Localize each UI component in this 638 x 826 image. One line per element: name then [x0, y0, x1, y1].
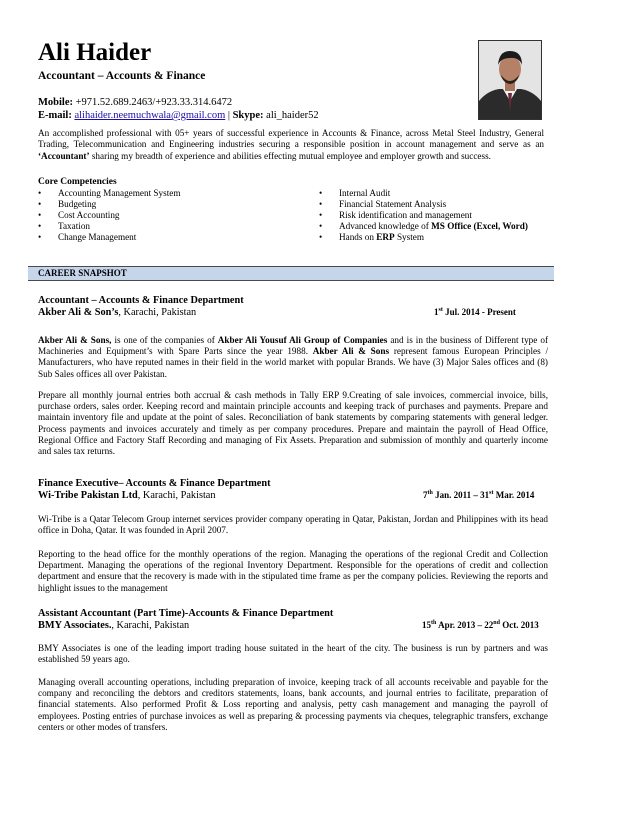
- mobile-label: Mobile:: [38, 97, 73, 108]
- contact-separator: |: [227, 110, 230, 121]
- text: and is in the business of Different type of Machineries and Equipment’s with Spare Parts since the year 1988.: [38, 335, 549, 357]
- text: represent famous European Principles / Manufacturers, who have reputed names in their field in the world market with popular Brands. We have (3) Major Sales offices and (8) Sub Sales offices all over Pakistan.: [38, 346, 548, 379]
- email-label: E-mail:: [38, 110, 72, 121]
- date-part: Oct. 2013: [499, 620, 539, 630]
- date-part: 15: [422, 620, 431, 630]
- list-item: [319, 232, 528, 243]
- summary-bold: ‘Accountant’: [38, 150, 90, 161]
- list-item-text: System: [394, 231, 424, 242]
- professional-summary: [38, 128, 544, 162]
- job-2-description: Wi-Tribe is a Qatar Telecom Group internet services provider company operating in Qatar, Pakistan, Jordan and Philippines with its head office in Doha, Qatar. It was founded in April 2007.: [38, 514, 548, 536]
- career-snapshot-label: CAREER SNAPSHOT: [38, 268, 127, 278]
- list-item: • Budgeting: [38, 199, 180, 210]
- summary-text-a: An accomplished professional with 05+ years of successful experience in Accounts & Finance, across Metal Steel Industry, General Trading, Telecommunication and Engineering industries securing a responsible position in account management and serve as an: [38, 128, 544, 150]
- date-part: Apr. 2013 – 22: [436, 620, 494, 630]
- bold-text: Akber Ali & Sons: [312, 346, 390, 357]
- job-2-company: [38, 490, 216, 501]
- contact-block: [38, 96, 319, 122]
- date-sup: th: [431, 620, 437, 626]
- career-snapshot-bar: [28, 266, 554, 281]
- text: is one of the companies of: [111, 335, 218, 345]
- job-3-duties: Managing overall accounting operations, including preparation of invoice, keeping track of all accounts receivable and payable for the company and reconciling the debtors and creditors statements, loans, bank accounts, and journal entries to facilitate, preparation of financial statements. Also performed Profit & Loss reporting and analysis, petty cash management and managing the payroll of employees. Posting entries of purchase invoices as well as preparing & processing payments via cheques, telegraphic transfers, exchange centers or other modes of transfers.: [38, 677, 548, 732]
- list-item: • Taxation: [38, 221, 180, 232]
- skype-label: Skype:: [232, 110, 264, 121]
- bold-text: Akber Ali & Sons,: [38, 335, 112, 345]
- job-3-title: Assistant Accountant (Part Time)-Accounts & Finance Department: [38, 608, 334, 619]
- summary-text-b: sharing my breadth of experience and abilities effecting mutual employee and employer growth and success.: [89, 150, 491, 161]
- job-2-company-name: Wi-Tribe Pakistan Ltd: [38, 490, 138, 501]
- date-part: 7: [423, 490, 428, 500]
- competencies-left-list: [38, 188, 180, 243]
- list-item: • Change Management: [38, 232, 180, 243]
- job-3-company: [38, 620, 189, 631]
- list-item: • Risk identification and management: [319, 210, 528, 221]
- date-sup: st: [489, 490, 494, 496]
- list-item: [319, 221, 528, 232]
- candidate-title: Accountant – Accounts & Finance: [38, 70, 206, 82]
- job-1-description: [38, 335, 548, 380]
- list-item-text: Hands on: [339, 231, 377, 242]
- job-3-company-name: BMY Associates.: [38, 620, 112, 631]
- profile-photo-image: [479, 41, 541, 119]
- profile-photo: [478, 40, 542, 120]
- bold-text: Akber Ali Yousuf Ali Group of Companies: [217, 335, 388, 345]
- list-item-bold: MS Office (Excel, Word): [431, 220, 528, 231]
- date-sup: th: [427, 490, 433, 496]
- job-1-title: Accountant – Accounts & Finance Department: [38, 295, 244, 306]
- core-competencies-heading: Core Competencies: [38, 177, 117, 187]
- candidate-name: Ali Haider: [38, 39, 152, 66]
- email-line: [38, 109, 319, 122]
- date-part: Jul. 2014 - Present: [442, 307, 516, 317]
- list-item: • Accounting Management System: [38, 188, 180, 199]
- job-1-date: [434, 307, 516, 317]
- job-1-duties: Prepare all monthly journal entries both accrual & cash methods in Tally ERP 9.Creating of sale invoices, commercial invoice, bills, purchase orders, sales order. Keeping record and maintain principle accounts and keeping track of purchases and payments. Prepare and maintain inventory file and update at the point of sales. Reconciliation of bank statements by comparing statements with general ledger. Process payments and invoices accurately and timely as per company procedures. Prepare and maintain the payroll of Head Office, Regional Office and Factory Staff Recording and managing of Fix Assets. Preparation and submission of monthly and quarterly income and sales tax returns.: [38, 390, 548, 457]
- job-2-date: [423, 490, 534, 500]
- date-sup: nd: [493, 620, 500, 626]
- date-part: Mar. 2014: [493, 490, 535, 500]
- mobile-value: +971.52.689.2463/+923.33.314.6472: [75, 97, 233, 108]
- date-part: 1: [434, 307, 439, 317]
- job-1-company: [38, 307, 196, 318]
- job-2-title: Finance Executive– Accounts & Finance Department: [38, 478, 271, 489]
- skype-value: ali_haider52: [266, 110, 319, 121]
- list-item-text: Advanced knowledge of: [339, 220, 432, 231]
- date-part: Jan. 2011 – 31: [432, 490, 490, 500]
- list-item-bold: ERP: [376, 231, 395, 242]
- job-2-duties: Reporting to the head office for the monthly operations of the region. Managing the operations of the regional Credit and Collection Department. Managing the operations of the regional Inventory Department. Responsible for the operations of credit and collection department and ensure that the recovery is made with in the stipulated time frame as per the company policies. Reviewing the reports and highlight issues to the management: [38, 549, 548, 593]
- job-1-location: , Karachi, Pakistan: [118, 307, 197, 318]
- list-item: • Financial Statement Analysis: [319, 199, 528, 210]
- job-2-location: , Karachi, Pakistan: [137, 490, 216, 501]
- job-3-description: BMY Associates is one of the leading import trading house suitated in the heart of the city. The business is run by partners and was established 59 years ago.: [38, 643, 548, 665]
- email-link[interactable]: alihaider.neemuchwala@gmail.com: [74, 110, 226, 121]
- list-item: • Cost Accounting: [38, 210, 180, 221]
- list-item: • Internal Audit: [319, 188, 528, 199]
- date-sup: st: [438, 307, 443, 313]
- job-3-date: [422, 620, 539, 630]
- mobile-line: [38, 96, 319, 109]
- competencies-right-list: [319, 188, 528, 243]
- job-3-location: , Karachi, Pakistan: [111, 620, 190, 631]
- job-1-company-name: Akber Ali & Son’s: [38, 307, 119, 318]
